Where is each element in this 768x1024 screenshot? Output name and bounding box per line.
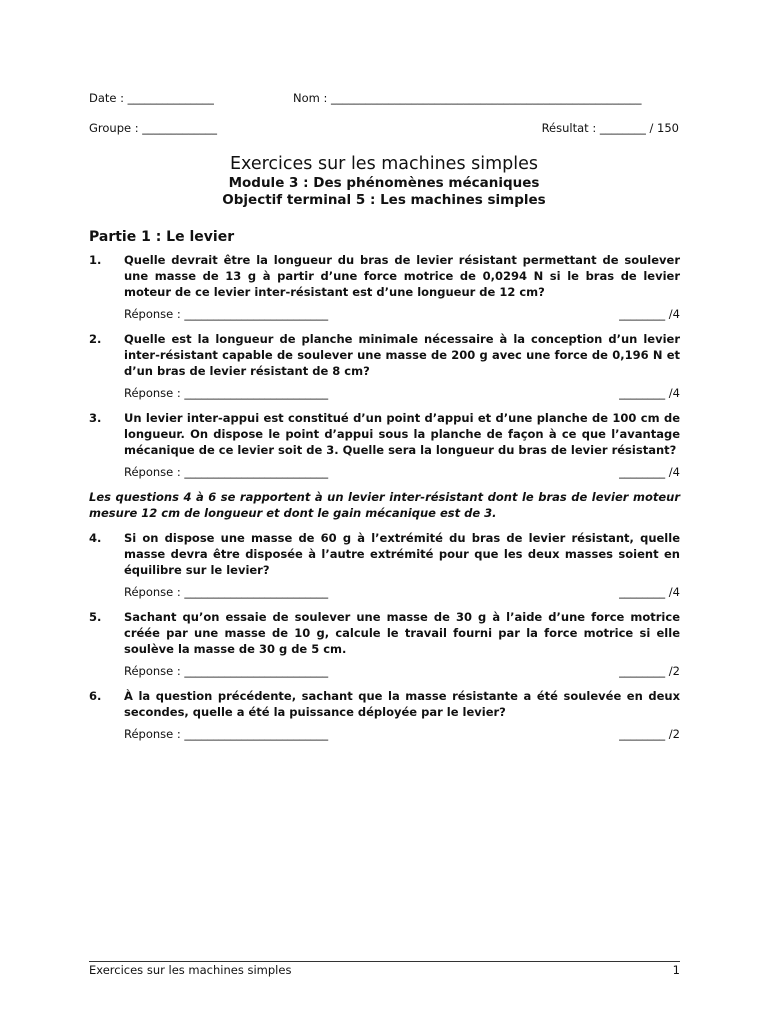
question-number: 5.: [89, 610, 102, 624]
question-text: Quelle devrait être la longueur du bras de levier résistant permettant de soulever une masse de 13 g à partir d’une force motrice de 0,0294 N si le bras de levier moteur de ce levier inter-résistant est d’une longueur de 12 cm?: [124, 253, 680, 299]
answer-row: [124, 385, 680, 401]
question-text: Quelle est la longueur de planche minimale nécessaire à la conception d’un levier inter-résistant capable de soulever une masse de 200 g avec une force de 0,196 N et d’un bras de levier résistant de 8 cm?: [124, 332, 680, 378]
answer-line: Réponse : _________________________: [124, 585, 329, 599]
page-footer: [89, 963, 680, 977]
question-list: [89, 252, 680, 751]
question-number: 6.: [89, 689, 102, 703]
answer-line: Réponse : _________________________: [124, 465, 329, 479]
score-line: ________ /4: [619, 585, 680, 599]
page-number: 1: [672, 963, 680, 977]
score-line: ________ /4: [619, 465, 680, 479]
answer-line: Réponse : _________________________: [124, 664, 329, 678]
question-text: Si on dispose une masse de 60 g à l’extrémité du bras de levier résistant, quelle masse devra être disposée à l’autre extrémité pour que les deux masses soient en équilibre sur le levier?: [124, 531, 680, 577]
answer-row: [124, 306, 680, 322]
part-heading: Partie 1 : Le levier: [89, 229, 235, 245]
question-item: [89, 331, 680, 401]
result-field: Résultat : ________ / 150: [541, 121, 679, 135]
question-item: [89, 609, 680, 679]
answer-line: Réponse : _________________________: [124, 386, 329, 400]
answer-line: Réponse : _________________________: [124, 307, 329, 321]
question-text: Un levier inter-appui est constitué d’un point d’appui et d’une planche de 100 cm de longueur. On dispose le point d’appui sous la planche de façon à ce que l’avantage mécanique de ce levier soit de 3. Quelle sera la longueur du bras de levier résistant?: [124, 411, 680, 457]
date-field: Date : _______________: [89, 91, 214, 105]
name-field: Nom : ______________________________________________________: [293, 91, 642, 105]
score-line: ________ /2: [619, 727, 680, 741]
question-number: 2.: [89, 332, 102, 346]
question-item: [89, 688, 680, 742]
question-number: 4.: [89, 531, 102, 545]
objective-subtitle: Objectif terminal 5 : Les machines simples: [222, 192, 546, 208]
footer-title: Exercices sur les machines simples: [89, 963, 292, 977]
question-number: 1.: [89, 253, 102, 267]
answer-row: [124, 663, 680, 679]
score-line: ________ /2: [619, 664, 680, 678]
question-item: [89, 530, 680, 600]
answer-line: Réponse : _________________________: [124, 727, 329, 741]
title-block: [0, 153, 768, 209]
question-item: [89, 252, 680, 322]
group-field: Groupe : _____________: [89, 121, 218, 135]
question-text: Sachant qu’on essaie de soulever une masse de 30 g à l’aide d’une force motrice créée par une masse de 10 g, calcule le travail fourni par la force motrice si elle soulève la masse de 30 g de 5 cm.: [124, 610, 680, 656]
question-number: 3.: [89, 411, 102, 425]
answer-row: [124, 584, 680, 600]
answer-row: [124, 726, 680, 742]
score-line: ________ /4: [619, 307, 680, 321]
questions-note: Les questions 4 à 6 se rapportent à un levier inter-résistant dont le bras de levier moteur mesure 12 cm de longueur et dont le gain mécanique est de 3.: [89, 490, 680, 520]
answer-row: [124, 464, 680, 480]
module-subtitle: Module 3 : Des phénomènes mécaniques: [228, 175, 540, 191]
document-title: Exercices sur les machines simples: [229, 154, 539, 174]
question-text: À la question précédente, sachant que la masse résistante a été soulevée en deux secondes, quelle a été la puissance déployée par le levier?: [124, 689, 680, 719]
score-line: ________ /4: [619, 386, 680, 400]
question-item: [89, 410, 680, 480]
footer-divider: [89, 961, 680, 962]
